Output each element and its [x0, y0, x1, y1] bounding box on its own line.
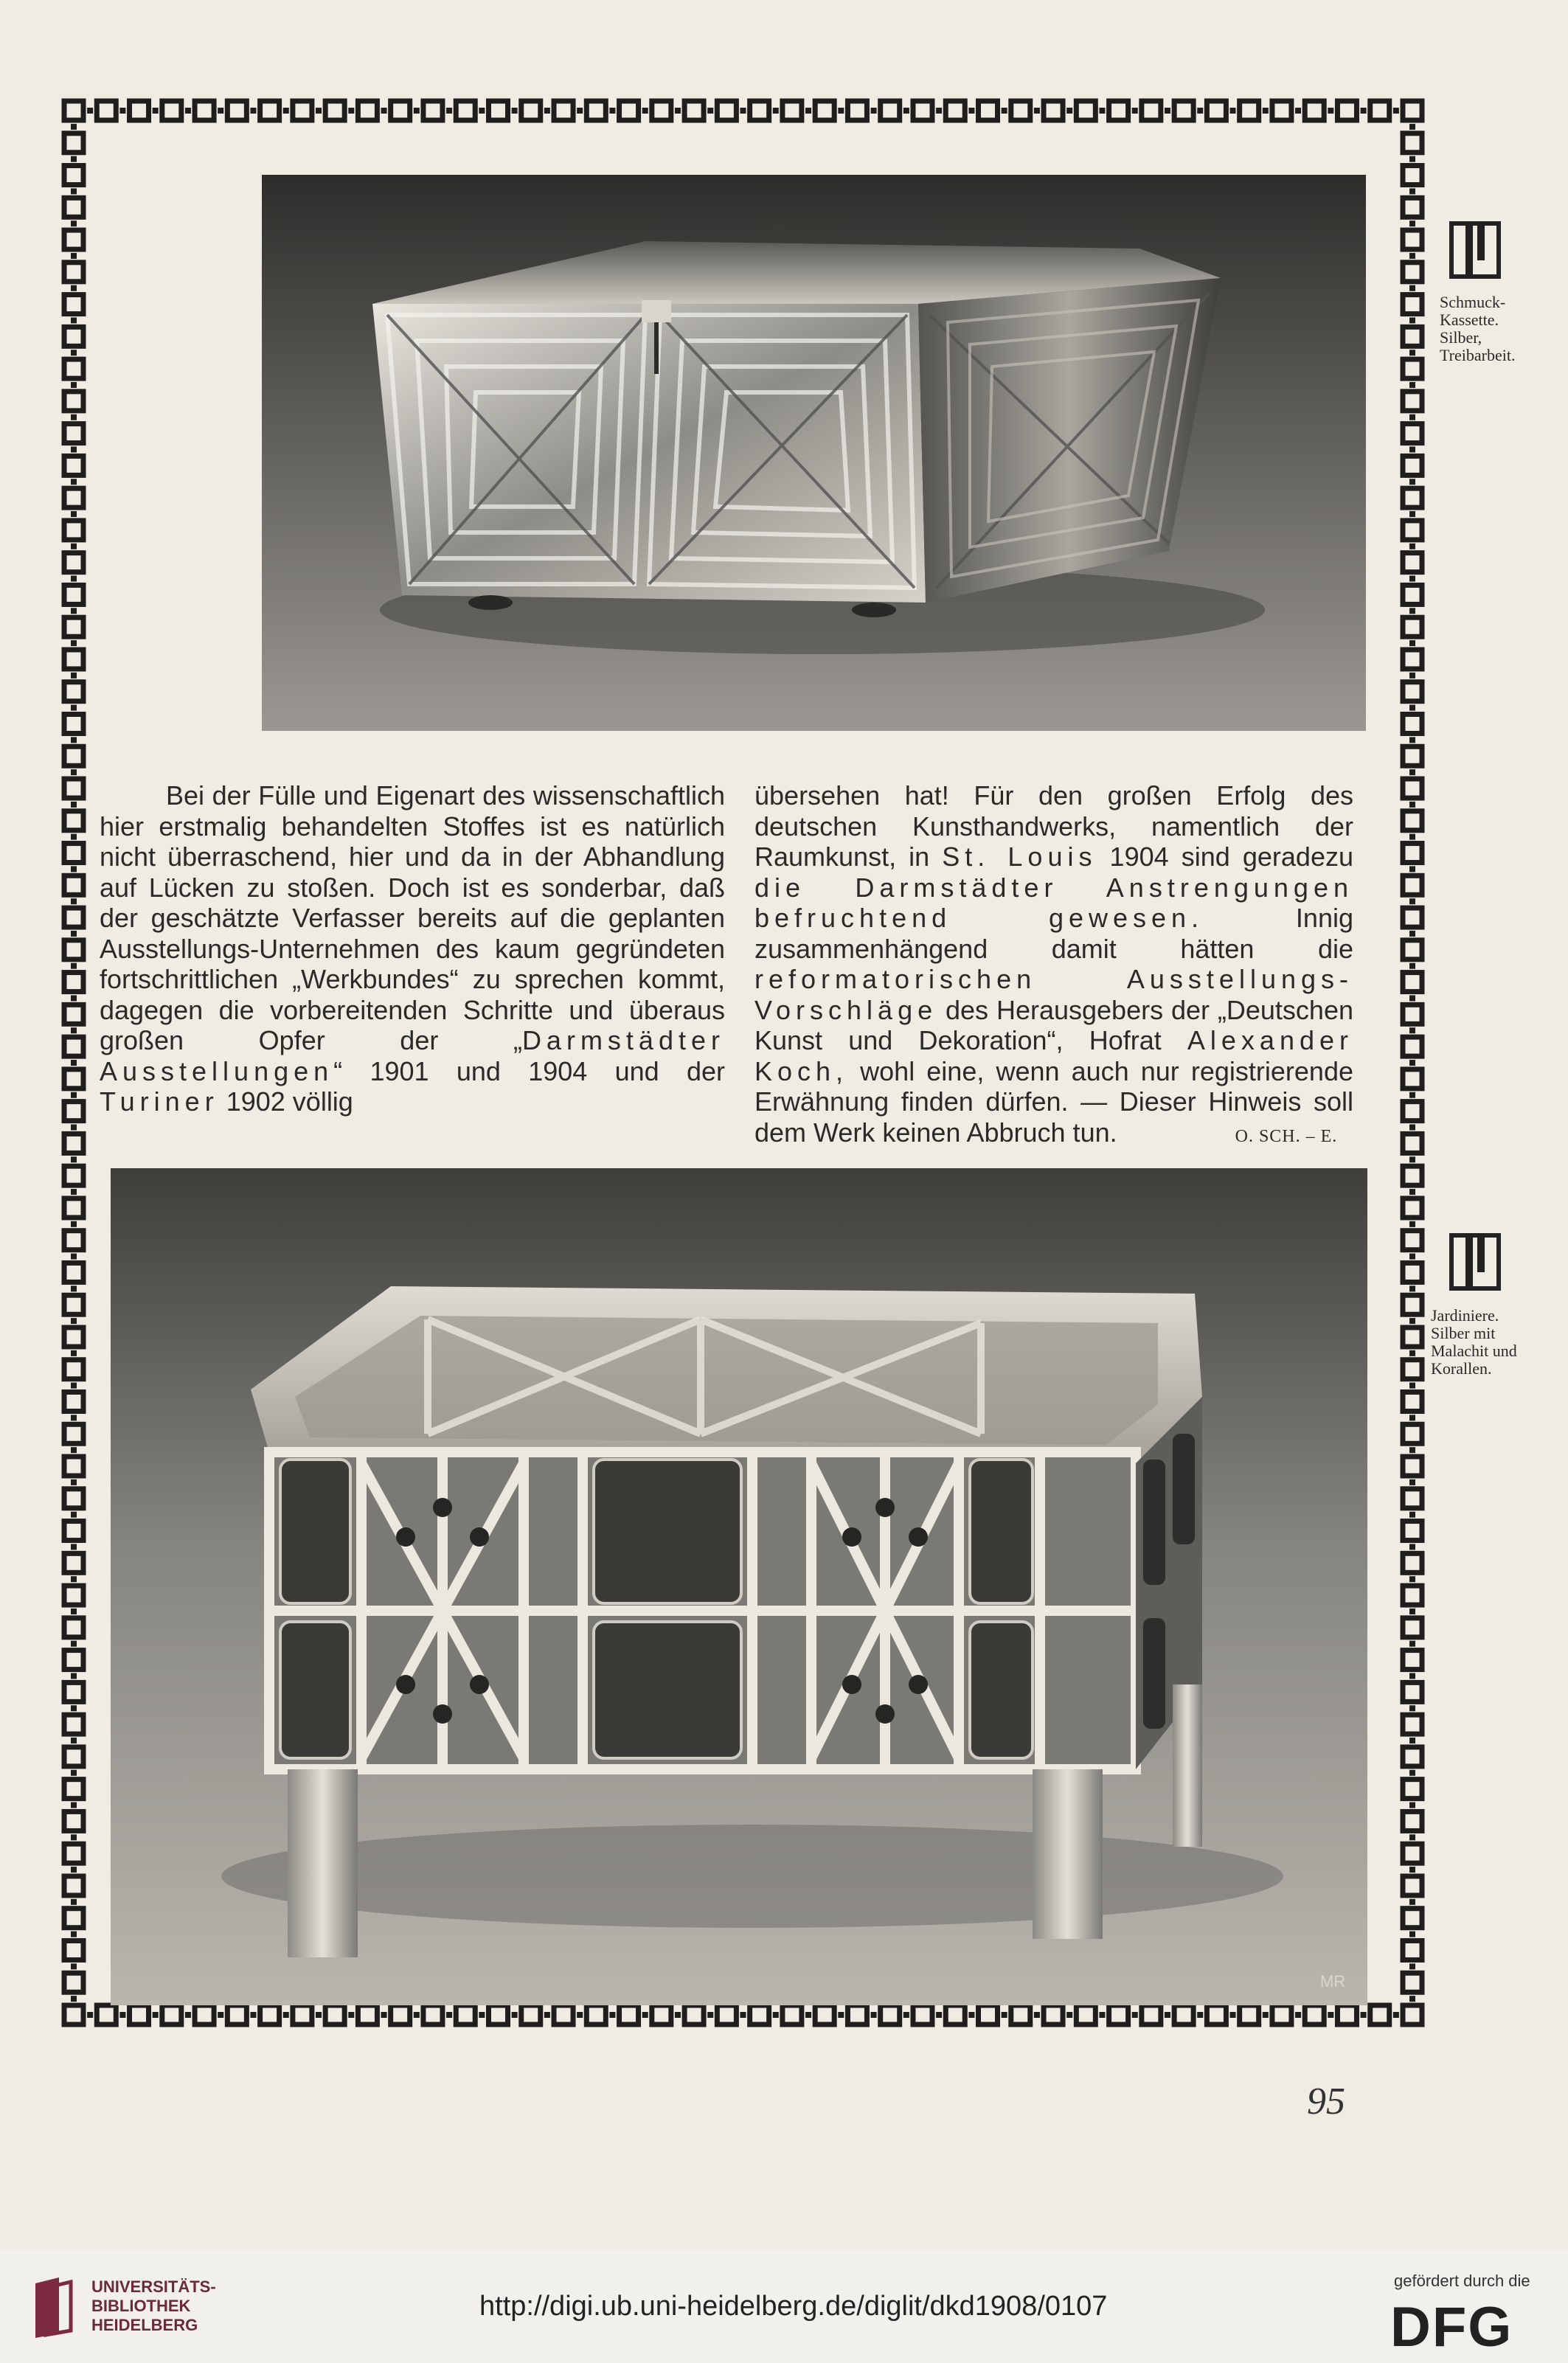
caption-line: Korallen. — [1431, 1359, 1492, 1378]
caption-line: Treibarbeit. — [1440, 346, 1516, 364]
text-fragment: Innig zusammenhängend damit hätten die — [754, 903, 1353, 964]
library-name — [91, 2277, 216, 2335]
funding-text: gefördert durch die — [1394, 2272, 1530, 2290]
caption-mark-top — [1449, 221, 1501, 282]
photo-signature: MR — [1320, 1972, 1346, 1991]
text-fragment: 1904 sind geradezu — [1097, 842, 1353, 872]
text-fragment: Bei der Fülle und Eigenart des wissenschaftlich hier erstmalig behandelten Stoffes ist es natürlich nicht überraschend, hier und da in der Abhandlung auf Lücken zu stoßen. Doch ist es sonderbar, daß der geschätzte Verfasser bereits auf die geplanten Ausstellungs-Unternehmen des kaum gegründeten fortschrittlichen „Werkbundes“ zu sprechen kommt, dagegen die vorbereitenden Schritte und überaus großen Opfer der „ — [100, 780, 725, 1055]
spaced-text: die Darmstädter Anstrengungen befruchtend gewesen. — [754, 872, 1353, 933]
library-name-line: HEIDELBERG — [91, 2316, 198, 2334]
text-fragment: “ 1901 und 1904 und der — [333, 1055, 725, 1086]
university-library-logo-icon — [30, 2276, 78, 2342]
author-signature: O. SCH. – E. — [1235, 1126, 1338, 1146]
caption-mark-bottom — [1449, 1233, 1501, 1294]
page-number: 95 — [1307, 2081, 1345, 2123]
text-fragment: 1902 völlig — [218, 1086, 353, 1117]
article-left-column — [100, 780, 725, 1117]
spaced-text: St. Louis — [942, 842, 1097, 872]
caption-line: Jardiniere. — [1431, 1306, 1499, 1325]
source-url[interactable]: http://digi.ub.uni-heidelberg.de/diglit/dkd1908/0107 — [479, 2291, 1108, 2322]
caption-line: Silber mit — [1431, 1324, 1496, 1342]
caption-line: Kassette. — [1440, 310, 1499, 329]
article-right-column — [754, 780, 1353, 1152]
digitization-footer — [0, 2249, 1568, 2363]
photo-jewelry-casket — [262, 175, 1366, 731]
spaced-text: Darmstädter Ausstellungen — [100, 1025, 725, 1086]
caption-line: Malachit und — [1431, 1342, 1517, 1360]
text-fragment: übersehen hat! Für den großen Erfolg des deutschen Kunsthandwerks, namentlich der Raumkunst, in — [754, 780, 1353, 872]
spaced-text: reformatorischen Ausstellungs-Vorschläge — [754, 964, 1353, 1025]
dfg-logo: DFG — [1390, 2296, 1513, 2359]
library-name-line: BIBLIOTHEK — [91, 2297, 191, 2315]
caption-jewelry-casket — [1440, 294, 1515, 364]
caption-line: Silber, — [1440, 328, 1482, 347]
photo-jardiniere — [111, 1168, 1367, 2005]
spaced-text: Alexander Koch, — [754, 1025, 1353, 1086]
caption-line: Schmuck- — [1440, 293, 1506, 311]
text-fragment: des Herausgebers der „Deutschen Kunst und Dekoration“, Hofrat — [754, 994, 1353, 1055]
library-name-line: UNIVERSITÄTS- — [91, 2277, 216, 2296]
text-fragment: wohl eine, wenn auch nur registrierende Erwähnung finden dürfen. — Dieser Hinweis soll dem Werk keinen Abbruch tun. — [754, 1055, 1353, 1148]
caption-jardiniere — [1431, 1307, 1517, 1378]
spaced-text: Turiner — [100, 1086, 219, 1117]
